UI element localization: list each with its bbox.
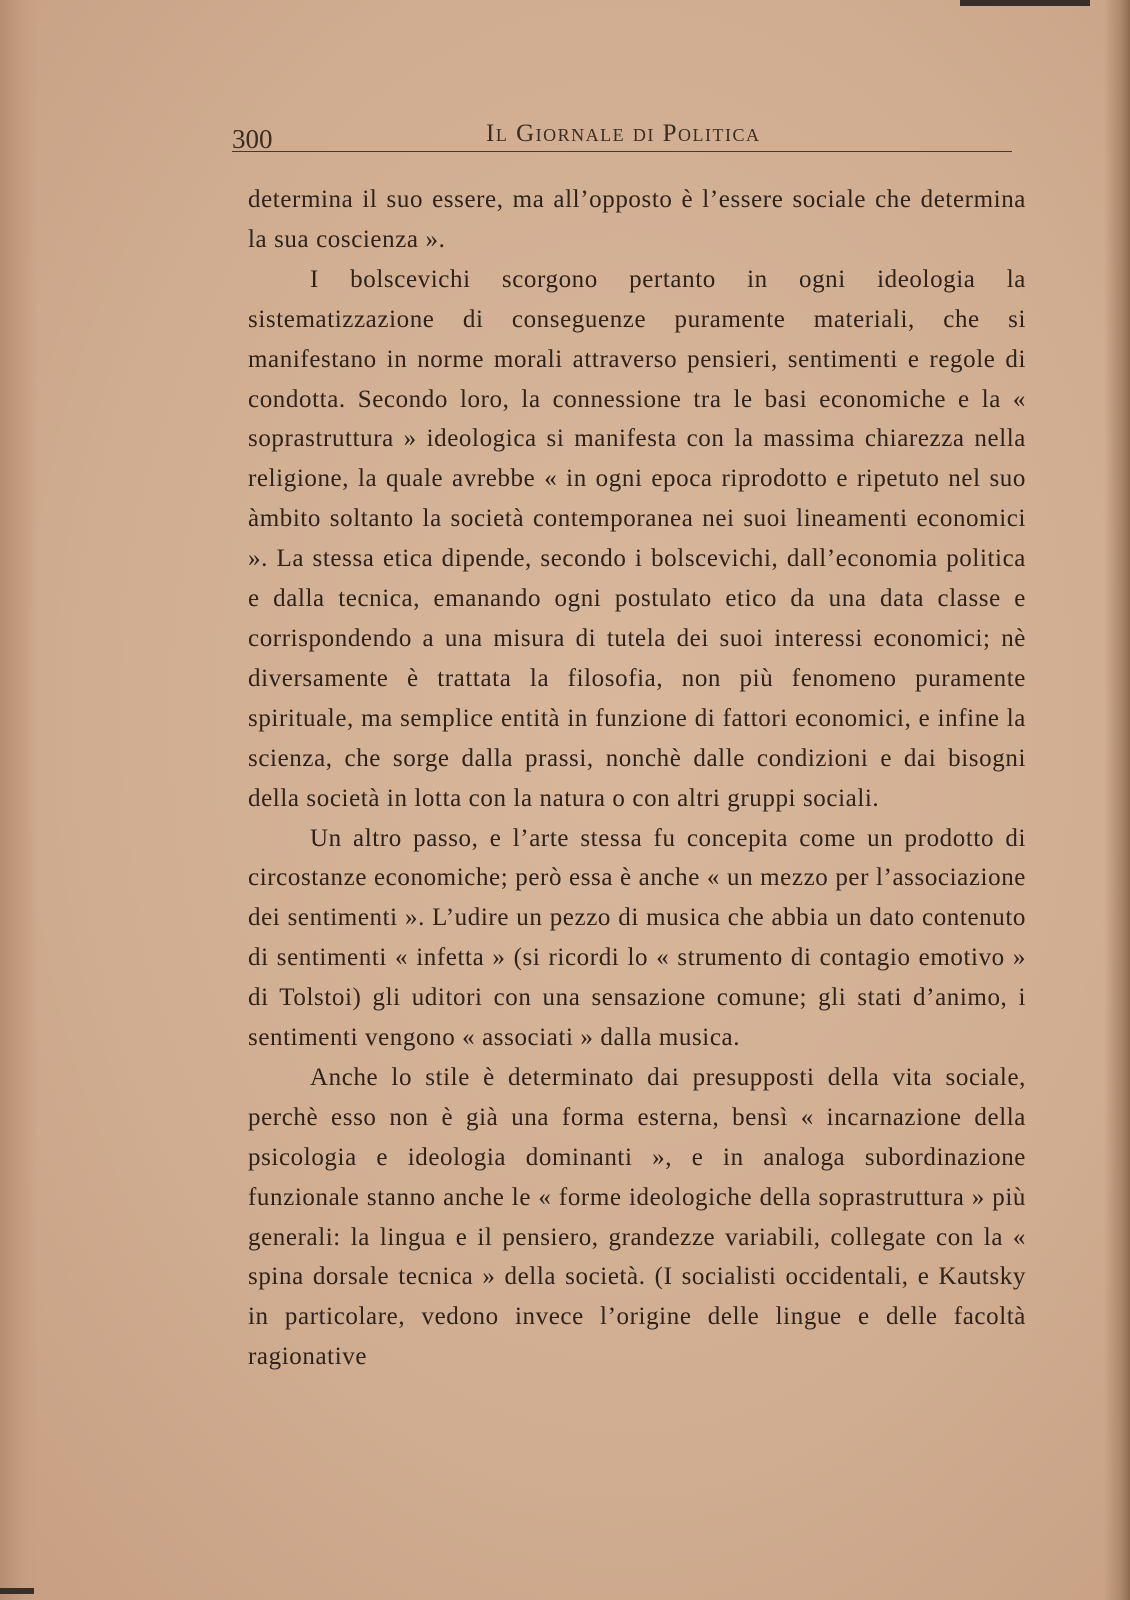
running-title: Il Giornale di Politica <box>486 120 761 147</box>
body-text <box>248 180 1026 1377</box>
header-rule <box>232 151 1012 152</box>
page-right-edge-shadow <box>1104 0 1130 1600</box>
paragraph-bolscevichi-ideologia: I bolscevichi scorgono pertanto in ogni ideologia la sistematizzazione di conseguenze puramente materiali, che si manifestano in norme morali attraverso pensieri, sentimenti e regole di condotta. Secondo loro, la connessione tra le basi economiche e la « soprastruttura » ideologica si manifesta con la massima chiarezza nella religione, la quale avrebbe « in ogni epoca riprodotto e ripetuto nel suo àmbito soltanto la società contemporanea nei suoi lineamenti economici ». La stessa etica dipende, secondo i bolscevichi, dall’economia politica e dalla tecnica, emanando ogni postulato etico da una data classe e corrispondendo a una misura di tutela dei suoi interessi economici; nè diversamente è trattata la filosofia, non più fenomeno puramente spirituale, ma semplice entità in funzione di fattori economici, e infine la scienza, che sorge dalla prassi, nonchè dalle condizioni e dai bisogni della società in lotta con la natura o con altri gruppi sociali. <box>248 265 1026 812</box>
page-number: 300 <box>232 124 273 154</box>
paragraph-stile: Anche lo stile è determinato dai presupposti della vita sociale, perchè esso non è già una forma esterna, bensì « incarnazione della psicologia e ideologia dominanti », e in analoga subordinazione funzionale stanno anche le « forme ideologiche della soprastruttura » più generali: la lingua e il pensiero, grandezze variabili, collegate con la « spina dorsale tecnica » della società. (I socialisti occidentali, e Kautsky in particolare, vedono invece l’origine delle lingue e delle facoltà ragionative <box>248 1063 1026 1371</box>
page-left-edge-shadow <box>0 0 38 1600</box>
scan-bottom-edge-mark <box>0 1588 34 1594</box>
paragraph-continuation: determina il suo essere, ma all’opposto è l’essere sociale che determina la sua coscienza ». <box>248 186 1026 253</box>
scan-top-edge-mark <box>960 0 1090 6</box>
paragraph-arte: Un altro passo, e l’arte stessa fu concepita come un prodotto di circostanze economiche; però essa è anche « un mezzo per l’associazione dei sentimenti ». L’udire un pezzo di musica che abbia un dato contenuto di sentimenti « infetta » (si ricordi lo « strumento di contagio emotivo » di Tolstoi) gli uditori con una sensazione comune; gli stati d’animo, i sentimenti vengono « associati » dalla musica. <box>248 824 1026 1052</box>
